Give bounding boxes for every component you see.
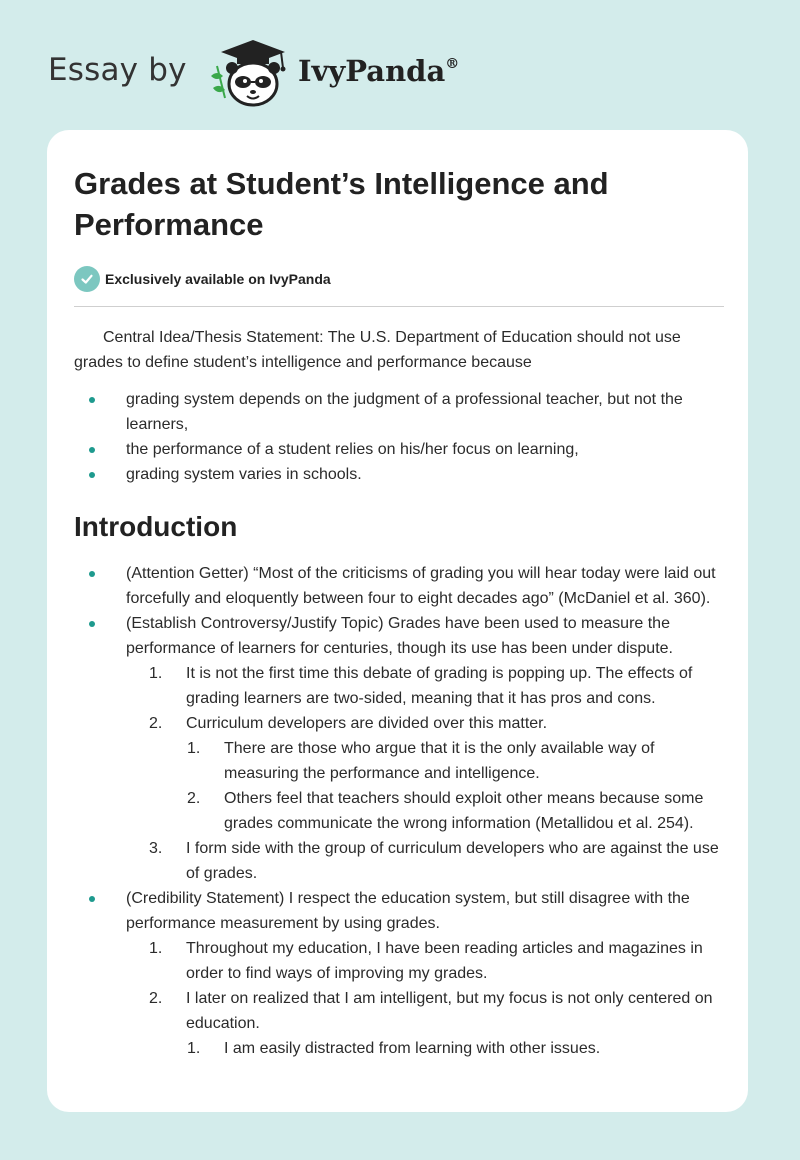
section-heading-introduction: Introduction — [74, 511, 238, 542]
list-item: grading system varies in schools. — [74, 462, 724, 487]
check-icon — [74, 266, 100, 292]
divider — [74, 306, 724, 307]
essay-card — [47, 130, 748, 1112]
list-item: grading system depends on the judgment of a professional teacher, but not the learners, — [74, 387, 724, 437]
list-item: 1. Throughout my education, I have been reading articles and magazines in order to find ways of improving my grades. — [149, 940, 703, 982]
brand-prefix: Essay by — [48, 52, 187, 88]
panda-logo-icon — [203, 38, 293, 108]
exclusive-badge — [74, 266, 724, 292]
list-item: 1. I am easily distracted from learning with other issues. — [187, 1040, 601, 1057]
list-item: 2. Others feel that teachers should exploit other means because some grades communicate the wrong information (Metallidou et al. 254). — [187, 790, 704, 832]
list-item: 3. I form side with the group of curriculum developers who are against the use of grades. — [149, 840, 719, 882]
numbered-sublist — [186, 736, 724, 836]
essay-title: Grades at Student’s Intelligence and Performance — [74, 166, 609, 242]
numbered-list — [126, 936, 724, 1061]
list-item: 2. Curriculum developers are divided over this matter. 1. There are those who argue that it is the only available way of measuring the performance and intelligence. 2. Others feel that teachers should exploit other means because some grades communicate the wrong information (Metallidou et al. 254). — [126, 711, 724, 836]
numbered-list — [126, 661, 724, 886]
exclusive-text: Exclusively available on IvyPanda — [105, 271, 331, 287]
list-item: (Establish Controversy/Justify Topic) Grades have been used to measure the performance of learners for centuries, though its use has been under dispute. 1. It is not the first time this debate of grading is popping up. The effects of grading learners are two-sided, meaning that it has pros and cons. 2. Curriculum developers are divided over this matter. 1. There are those who argue that it is the only available way of measuring the performance and intelligence. 2. Others feel that teachers should exploit other means because some grades communicate the wrong information (Metallidou et al. 254). 3. I form side with the group of curriculum developers who are against the use of grades. — [74, 611, 724, 886]
brand-header — [48, 38, 528, 108]
brand-name: IvyPanda® — [298, 54, 460, 88]
list-item: 2. I later on realized that I am intelligent, but my focus is not only centered on education. 1. I am easily distracted from learning with other issues. — [126, 986, 724, 1061]
thesis-paragraph: Central Idea/Thesis Statement: The U.S. Department of Education should not use grades to define student’s intelligence and performance because — [74, 329, 681, 371]
list-item: (Attention Getter) “Most of the criticisms of grading you will hear today were laid out forcefully and eloquently between four to eight decades ago” (McDaniel et al. 360). — [74, 561, 724, 611]
introduction-list — [74, 561, 724, 1061]
list-item: 1. There are those who argue that it is the only available way of measuring the performance and intelligence. — [187, 740, 655, 782]
numbered-sublist — [186, 1036, 724, 1061]
list-item: 1. It is not the first time this debate of grading is popping up. The effects of grading learners are two-sided, meaning that it has pros and cons. — [149, 665, 693, 707]
thesis-points-list — [74, 387, 724, 487]
list-item: (Credibility Statement) I respect the education system, but still disagree with the performance measurement by using grades. 1. Throughout my education, I have been reading articles and magazines in order to find ways of improving my grades. 2. I later on realized that I am intelligent, but my focus is not only centered on education. 1. I am easily distracted from learning with other issues. — [74, 886, 724, 1061]
list-item: the performance of a student relies on his/her focus on learning, — [74, 437, 724, 462]
